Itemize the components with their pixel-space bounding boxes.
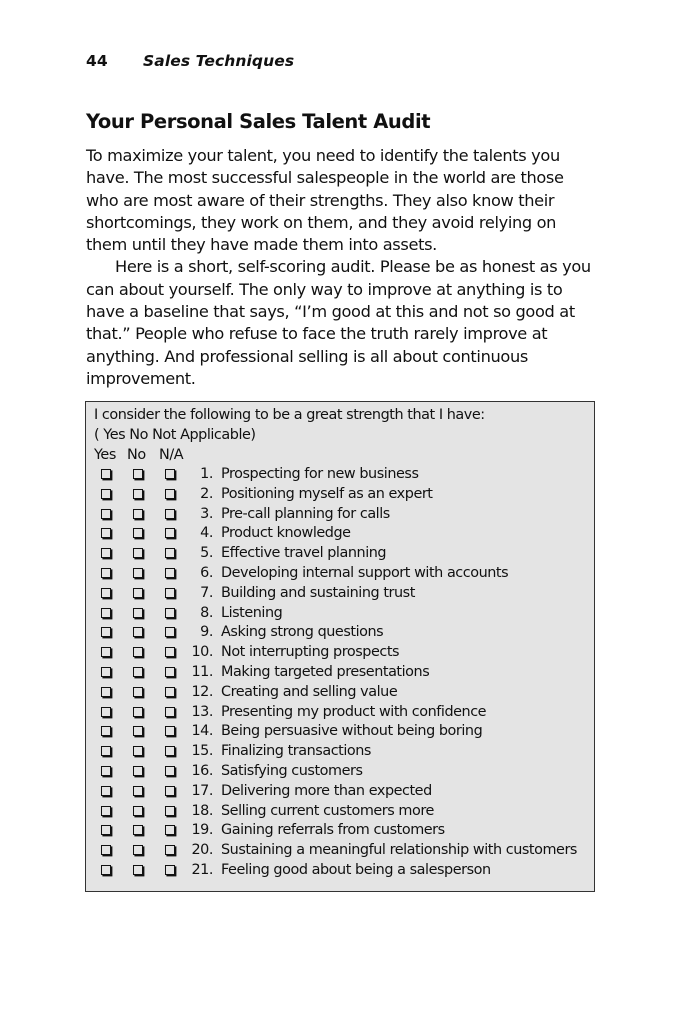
no-checkbox-icon[interactable] [133,766,143,776]
item-number: 12. [191,683,213,700]
item-label: Product knowledge [221,525,351,542]
yes-checkbox-icon[interactable] [101,647,111,657]
column-headers [94,445,183,465]
yes-checkbox-icon[interactable] [101,726,111,736]
yes-checkbox-icon[interactable] [101,845,111,855]
running-title: Sales Techniques [143,52,295,70]
na-checkbox-icon[interactable] [165,509,175,519]
item-label: Being persuasive without being boring [221,723,483,740]
audit-item-list [86,465,591,881]
no-checkbox-icon[interactable] [133,825,143,835]
na-checkbox-icon[interactable] [165,766,175,776]
yes-checkbox-icon[interactable] [101,865,111,875]
yes-checkbox-icon[interactable] [101,786,111,796]
item-label: Not interrupting prospects [221,644,400,661]
audit-item [86,762,591,782]
item-number: 11. [191,663,213,680]
item-number: 6. [200,564,213,581]
item-number: 2. [200,485,213,502]
na-checkbox-icon[interactable] [165,845,175,855]
no-checkbox-icon[interactable] [133,627,143,637]
item-number: 13. [191,703,213,720]
na-checkbox-icon[interactable] [165,786,175,796]
column-header-yes: Yes [94,447,116,463]
item-number: 7. [200,584,213,601]
no-checkbox-icon[interactable] [133,509,143,519]
na-checkbox-icon[interactable] [165,865,175,875]
item-label: Selling current customers more [221,802,434,819]
item-number: 5. [200,545,213,562]
page-number: 44 [86,52,108,70]
item-label: Making targeted presentations [221,663,430,680]
yes-checkbox-icon[interactable] [101,509,111,519]
body-text [86,145,596,390]
item-number: 16. [191,762,213,779]
item-label: Effective travel planning [221,545,387,562]
no-checkbox-icon[interactable] [133,469,143,479]
na-checkbox-icon[interactable] [165,489,175,499]
na-checkbox-icon[interactable] [165,726,175,736]
item-number: 17. [191,782,213,799]
yes-checkbox-icon[interactable] [101,806,111,816]
item-number: 10. [191,644,213,661]
na-checkbox-icon[interactable] [165,746,175,756]
section-title: Your Personal Sales Talent Audit [86,110,431,133]
no-checkbox-icon[interactable] [133,489,143,499]
yes-checkbox-icon[interactable] [101,548,111,558]
no-checkbox-icon[interactable] [133,588,143,598]
running-head [86,52,294,70]
yes-checkbox-icon[interactable] [101,489,111,499]
yes-checkbox-icon[interactable] [101,687,111,697]
na-checkbox-icon[interactable] [165,667,175,677]
yes-checkbox-icon[interactable] [101,627,111,637]
no-checkbox-icon[interactable] [133,865,143,875]
item-label: Listening [221,604,283,621]
no-checkbox-icon[interactable] [133,726,143,736]
na-checkbox-icon[interactable] [165,548,175,558]
item-number: 4. [200,525,213,542]
item-label: Prospecting for new business [221,466,419,482]
paragraph: Here is a short, self-scoring audit. Please be as honest as you can about yourself. The only way to improve at anything is to have a baseline that says, “I’m good at this and not so good at that.” People who refuse to face the truth rarely improve at anything. And professional selling is all about continuous improvement. [86,257,591,388]
audit-item [86,544,591,564]
yes-checkbox-icon[interactable] [101,608,111,618]
item-number: 20. [191,842,213,859]
paragraph: To maximize your talent, you need to identify the talents you have. The most successful salespeople in the world are those who are most aware of their strengths. They also know their shortcomings, they work on them, and they avoid relying on them until they have made them into assets. [86,146,564,255]
na-checkbox-icon[interactable] [165,707,175,717]
na-checkbox-icon[interactable] [165,588,175,598]
na-checkbox-icon[interactable] [165,608,175,618]
column-header-na: N/A [159,447,184,463]
audit-instruction: I consider the following to be a great strength that I have: [94,407,485,423]
column-header-no: No [127,447,146,463]
audit-item [86,703,591,723]
no-checkbox-icon[interactable] [133,806,143,816]
audit-item [86,663,591,683]
item-number: 18. [191,802,213,819]
audit-item [86,722,591,742]
yes-checkbox-icon[interactable] [101,825,111,835]
item-number: 3. [200,505,213,522]
item-number: 9. [200,624,213,641]
na-checkbox-icon[interactable] [165,568,175,578]
item-number: 1. [200,466,213,482]
item-number: 8. [200,604,213,621]
item-label: Sustaining a meaningful relationship with customers [221,842,577,859]
yes-checkbox-icon[interactable] [101,528,111,538]
item-label: Positioning myself as an expert [221,485,433,502]
item-label: Delivering more than expected [221,782,432,799]
item-label: Pre-call planning for calls [221,505,390,522]
na-checkbox-icon[interactable] [165,528,175,538]
no-checkbox-icon[interactable] [133,687,143,697]
audit-item [86,861,591,881]
no-checkbox-icon[interactable] [133,786,143,796]
item-label: Feeling good about being a salesperson [221,861,491,878]
no-checkbox-icon[interactable] [133,548,143,558]
audit-item [86,623,591,643]
yes-checkbox-icon[interactable] [101,588,111,598]
audit-item [86,604,591,624]
no-checkbox-icon[interactable] [133,746,143,756]
yes-checkbox-icon[interactable] [101,469,111,479]
item-label: Gaining referrals from customers [221,822,445,839]
item-label: Creating and selling value [221,683,398,700]
yes-checkbox-icon[interactable] [101,568,111,578]
no-checkbox-icon[interactable] [133,707,143,717]
no-checkbox-icon[interactable] [133,528,143,538]
no-checkbox-icon[interactable] [133,608,143,618]
audit-item [86,841,591,861]
item-label: Finalizing transactions [221,743,371,760]
no-checkbox-icon[interactable] [133,667,143,677]
item-label: Building and sustaining trust [221,584,415,601]
audit-item [86,643,591,663]
audit-item [86,584,591,604]
audit-item [86,485,591,505]
item-number: 15. [191,743,213,760]
talent-audit-box [85,401,595,892]
na-checkbox-icon[interactable] [165,647,175,657]
no-checkbox-icon[interactable] [133,647,143,657]
item-label: Presenting my product with confidence [221,703,487,720]
item-number: 19. [191,822,213,839]
audit-item [86,742,591,762]
no-checkbox-icon[interactable] [133,568,143,578]
na-checkbox-icon[interactable] [165,825,175,835]
yes-checkbox-icon[interactable] [101,766,111,776]
audit-item [86,683,591,703]
item-label: Satisfying customers [221,762,363,779]
audit-item [86,524,591,544]
item-number: 21. [191,861,213,878]
audit-item [86,821,591,841]
yes-checkbox-icon[interactable] [101,667,111,677]
na-checkbox-icon[interactable] [165,469,175,479]
yes-checkbox-icon[interactable] [101,746,111,756]
item-label: Asking strong questions [221,624,384,641]
no-checkbox-icon[interactable] [133,845,143,855]
na-checkbox-icon[interactable] [165,687,175,697]
na-checkbox-icon[interactable] [165,627,175,637]
audit-item [86,782,591,802]
item-number: 14. [191,723,213,740]
audit-item [86,465,591,485]
yes-checkbox-icon[interactable] [101,707,111,717]
audit-item [86,564,591,584]
audit-item [86,802,591,822]
audit-item [86,505,591,525]
audit-legend: ( Yes No Not Applicable) [94,427,256,443]
na-checkbox-icon[interactable] [165,806,175,816]
item-label: Developing internal support with accounts [221,564,509,581]
